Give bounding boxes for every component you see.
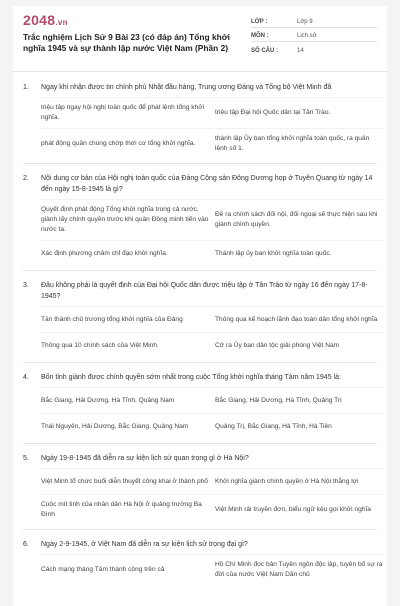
answer-option-text: Cử ra Ủy ban dân tộc giải phóng Việt Nam [215,341,340,349]
answer-option[interactable] [41,332,213,358]
answer-option[interactable] [215,413,383,439]
answer-option-text: Việt Minh tổ chức buổi diễn thuyết công khai ở thành phố [41,477,208,485]
answer-option[interactable] [215,240,383,266]
answer-options [41,306,377,358]
answer-options [41,97,377,159]
answer-option[interactable] [215,494,383,525]
meta-value: Lịch sử [297,33,317,39]
meta-label: SỐ CÂU : [251,48,278,54]
question-text: Nội dung cơ bản của Hội nghị toàn quốc của Đảng Cộng sản Đông Dương họp ở Tuyên Quang từ ngày 14 đến ngày 15-8-1945 là gì? [41,175,373,193]
meta-row [251,14,377,28]
divider [23,529,377,530]
question-stem [23,539,377,554]
question-number: 4. [23,374,29,381]
divider [23,362,377,363]
answer-option[interactable] [41,413,213,439]
question-number: 1. [23,84,29,91]
answer-option[interactable] [215,554,383,585]
answer-option[interactable] [41,240,213,266]
answer-option[interactable] [215,306,383,332]
meta-value: Lớp 9 [297,19,313,25]
answer-option-text: Cuộc mít tinh của nhân dân Hà Nội ở quảng trường Ba Đình [41,501,202,518]
divider [23,163,377,164]
answer-option[interactable] [215,97,383,128]
answer-option-text: Thông qua kế hoạch lãnh đạo toàn dân tổng khởi nghĩa [215,315,378,323]
answer-option-text: phát động quần chúng chớp thời cơ tổng khởi nghĩa. [41,140,196,147]
question-number: 6. [23,541,29,548]
question-item [13,82,387,164]
meta-row [251,42,377,56]
answer-option[interactable] [215,332,383,358]
meta-row [251,28,377,42]
question-stem [23,82,377,97]
page-title: Trắc nghiệm Lịch Sử 9 Bài 23 (có đáp án) Tổng khởi nghĩa 1945 và sự thành lập nước Việt Nam (Phần 2) [23,32,231,53]
answer-options [41,554,383,585]
logo-text: 2048 [23,12,56,28]
answer-option-text: Việt Minh rải truyền đơn, biểu ngữ kêu gọi khởi nghĩa [215,506,371,513]
answer-option-text: Đề ra chính sách đối nội, đối ngoại sẽ thực hiện sau khi giành chính quyền. [215,211,378,228]
answer-option-text: Tán thành chủ trương tổng khởi nghĩa của Đảng [41,315,183,323]
answer-option-text: triệu tập ngay hội nghị toàn quốc để phát lệnh tổng khởi nghĩa. [41,104,205,121]
answer-option-text: Thành lập ủy ban khởi nghĩa toàn quốc. [215,249,332,257]
answer-option[interactable] [41,468,213,494]
question-item [13,173,387,271]
answer-options [41,468,377,525]
question-stem [23,280,377,306]
question-item [13,453,387,530]
answer-option-text: Quyết định phát động Tổng khởi nghĩa trong cả nước, giành lấy chính quyền trước khi quân Đồng minh tiến vào nước ta. [41,206,209,233]
answer-option-text: Thông qua 10 chính sách của Việt Minh [41,341,158,349]
answer-option[interactable] [215,468,383,494]
answer-option[interactable] [41,97,213,128]
question-text: Ngày 19-8-1945 đã diễn ra sự kiện lịch sử quan trọng gì ở Hà Nội? [41,455,249,462]
answer-option-text: Bắc Giang, Hải Dương, Hà Tĩnh, Quảng Nam [41,396,175,404]
answer-option-text: Xác định phương châm chỉ đạo khởi nghĩa. [41,249,168,257]
question-number: 3. [23,282,29,289]
question-item [13,372,387,444]
answer-option-text: Cách mạng tháng Tám thành công trên cả [41,566,165,573]
question-stem [23,372,377,387]
site-logo[interactable] [23,12,68,28]
divider [23,443,377,444]
question-number: 2. [23,175,29,182]
answer-option[interactable] [215,199,383,240]
logo-suffix: .vn [55,18,68,27]
answer-option-text: Khởi nghĩa giành chính quyền ở Hà Nội thắng lợi [215,477,359,485]
meta-label: MÔN : [251,33,269,39]
question-stem [23,173,377,199]
answer-option[interactable] [41,128,213,159]
answer-option-text: Bắc Giang, Hải Dương, Hà Tĩnh, Quảng Trị [215,396,342,404]
answer-option[interactable] [215,387,383,413]
meta-label: LỚP : [251,19,268,25]
page-header [13,6,387,72]
answer-option-text: triệu tập Đại hội Quốc dân tại Tân Trào. [215,109,331,116]
question-number: 5. [23,455,29,462]
answer-options [41,387,377,439]
answer-option-text: Thái Nguyên, Hải Dương, Bắc Giang, Quảng Nam [41,422,189,430]
meta-value: 14 [297,48,304,54]
answer-option[interactable] [41,554,213,585]
question-stem [23,453,377,468]
answer-option-text: Hồ Chí Minh đọc bản Tuyên ngôn độc lập, tuyên bố sự ra đời của nước Việt Nam Dân chủ [215,561,383,578]
answer-option[interactable] [41,494,213,525]
answer-option[interactable] [41,387,213,413]
question-text: Đâu không phải là quyết định của Đại hội Quốc dân được triệu tập ở Tân Trào từ ngày 16 đến ngày 17-8-1945? [41,282,368,300]
document-page [13,6,387,606]
question-item [13,539,387,585]
answer-option[interactable] [215,128,383,159]
question-list [13,82,387,594]
answer-option[interactable] [41,199,213,240]
answer-option-text: Quảng Trị, Bắc Giang, Hà Tĩnh, Hà Tiên [215,422,332,430]
question-text: Ngay khi nhận được tin chính phủ Nhật đầu hàng, Trung ương Đảng và Tổng bộ Việt Minh đã [41,84,332,91]
question-item [13,280,387,363]
meta-info [251,14,377,56]
answer-options [41,199,377,266]
question-text: Ngày 2-9-1945, ở Việt Nam đã diễn ra sự kiện lịch sử trọng đại gì? [41,541,248,548]
question-text: Bốn tỉnh giành được chính quyền sớm nhất trong cuộc Tổng khởi nghĩa tháng Tám năm 1945 là: [41,374,341,381]
divider [23,270,377,271]
answer-option-text: thành lập Ủy ban tổng khởi nghĩa toàn quốc, ra quân lệnh số 1. [215,135,370,152]
answer-option[interactable] [41,306,213,332]
